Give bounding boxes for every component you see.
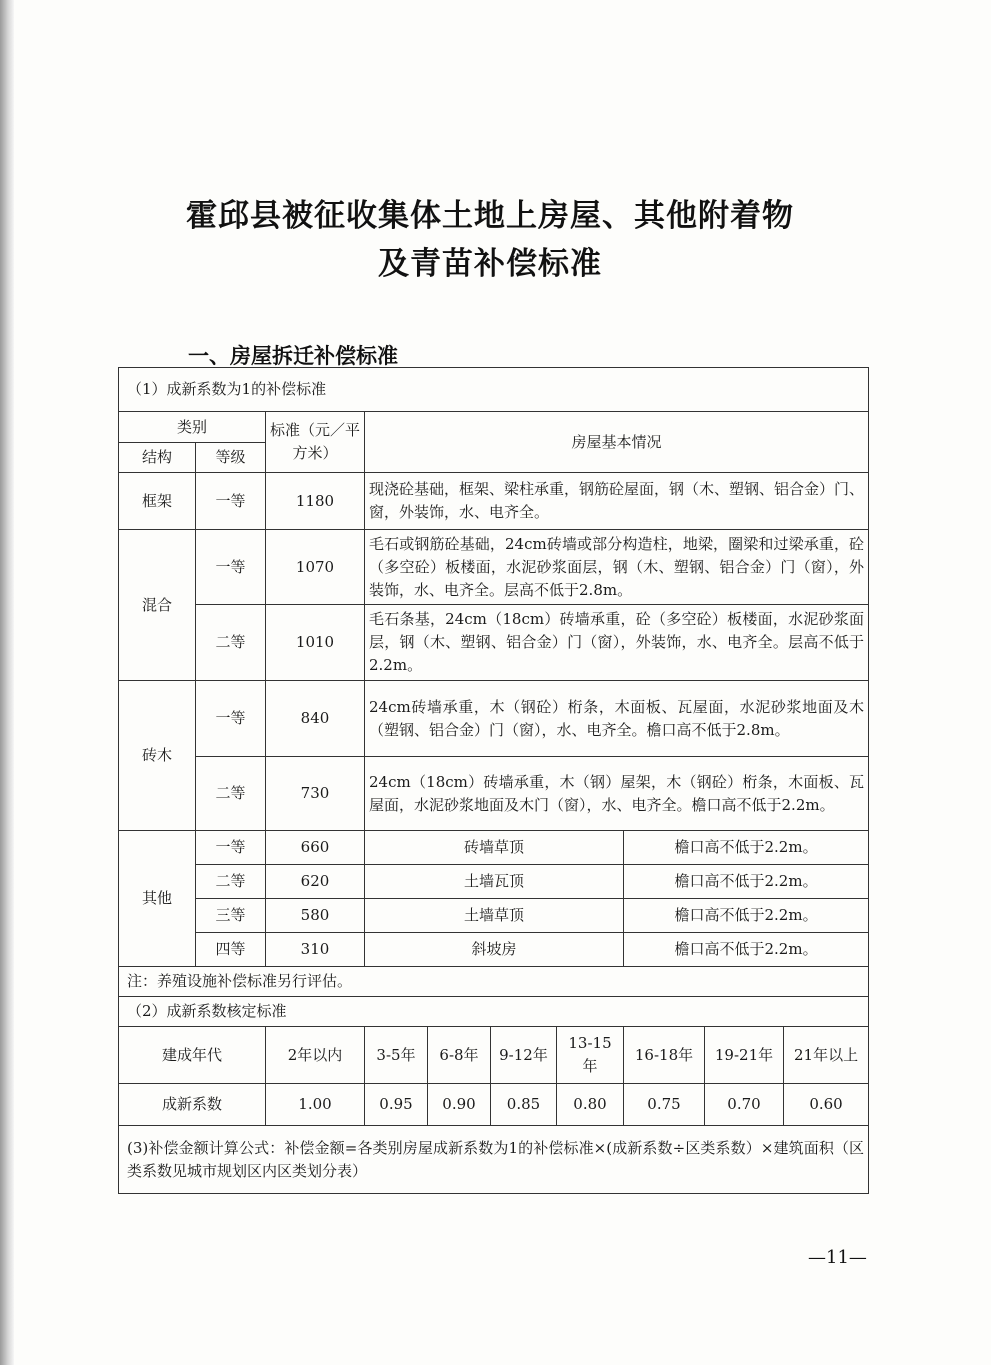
coefficient-cell: 0.80 <box>557 1084 624 1126</box>
table-note: 注：养殖设施补偿标准另行评估。 <box>119 967 869 997</box>
eave-height-cell: 檐口高不低于2.2m。 <box>624 831 869 865</box>
coefficient-cell: 1.00 <box>266 1084 365 1126</box>
description-cell: 24cm砖墙承重，木（钢砼）桁条，木面板、瓦屋面，水泥砂浆地面及木（塑钢、铝合金）门（窗），水、电齐全。檐口高不低于2.8m。 <box>365 681 869 757</box>
coefficient-cell: 0.70 <box>705 1084 784 1126</box>
table-row <box>119 865 869 899</box>
part2-header: （2）成新系数核定标准 <box>119 997 869 1027</box>
table-row <box>119 757 869 831</box>
coefficient-cell: 0.85 <box>491 1084 557 1126</box>
formula-row <box>119 1126 869 1194</box>
section-heading: 一、房屋拆迁补偿标准 <box>188 344 398 368</box>
coefficient-label: 成新系数 <box>119 1084 266 1126</box>
age-bracket-cell: 9-12年 <box>491 1027 557 1084</box>
page-number: —11— <box>808 1247 867 1268</box>
table-row <box>119 530 869 605</box>
standard-cell: 310 <box>266 933 365 967</box>
coefficient-cell: 0.75 <box>624 1084 705 1126</box>
description-cell: 毛石或钢筋砼基础，24cm砖墙或部分构造柱，地梁，圈梁和过梁承重，砼（多空砼）板楼面，水泥砂浆面层，钢（木、塑钢、铝合金）门（窗），外装饰，水、电齐全。层高不低于2.8m。 <box>365 530 869 605</box>
grade-cell: 四等 <box>196 933 266 967</box>
eave-height-cell: 檐口高不低于2.2m。 <box>624 865 869 899</box>
table-row <box>119 899 869 933</box>
document-title-line1: 霍邱县被征收集体土地上房屋、其他附着物 <box>186 198 794 234</box>
header-description: 房屋基本情况 <box>365 412 869 473</box>
house-type-cell: 土墙瓦顶 <box>365 865 624 899</box>
grade-cell: 二等 <box>196 757 266 831</box>
standard-cell: 1180 <box>266 473 365 530</box>
header-grade: 等级 <box>196 443 266 473</box>
document-title-line2: 及青苗补偿标准 <box>378 246 602 282</box>
standard-cell: 580 <box>266 899 365 933</box>
house-type-cell: 土墙草顶 <box>365 899 624 933</box>
description-cell: 现浇砼基础，框架、梁柱承重，钢筋砼屋面，钢（木、塑钢、铝合金）门、窗，外装饰，水、电齐全。 <box>365 473 869 530</box>
grade-cell: 三等 <box>196 899 266 933</box>
standard-cell: 1070 <box>266 530 365 605</box>
house-type-cell: 斜坡房 <box>365 933 624 967</box>
table-row <box>119 831 869 865</box>
house-type-cell: 砖墙草顶 <box>365 831 624 865</box>
age-bracket-cell: 2年以内 <box>266 1027 365 1084</box>
header-standard: 标准（元／平方米） <box>266 412 365 473</box>
age-label: 建成年代 <box>119 1027 266 1084</box>
standard-cell: 730 <box>266 757 365 831</box>
standard-cell: 660 <box>266 831 365 865</box>
part1-header-row <box>119 368 869 412</box>
part1-header: （1）成新系数为1的补偿标准 <box>119 368 869 412</box>
coefficient-cell: 0.60 <box>784 1084 869 1126</box>
coefficient-cell: 0.95 <box>365 1084 428 1126</box>
grade-cell: 二等 <box>196 605 266 681</box>
standard-cell: 840 <box>266 681 365 757</box>
age-bracket-cell: 21年以上 <box>784 1027 869 1084</box>
structure-cell: 混合 <box>119 530 196 681</box>
table-header-row <box>119 412 869 443</box>
scan-edge-shadow <box>0 0 14 1365</box>
age-bracket-cell: 19-21年 <box>705 1027 784 1084</box>
age-row <box>119 1027 869 1084</box>
age-bracket-cell: 16-18年 <box>624 1027 705 1084</box>
table-row <box>119 933 869 967</box>
compensation-table <box>118 367 869 1194</box>
compensation-formula: (3)补偿金额计算公式：补偿金额=各类别房屋成新系数为1的补偿标准×(成新系数÷区类系数）×建筑面积（区类系数见城市规划区内区类划分表） <box>119 1126 869 1194</box>
coefficient-row <box>119 1084 869 1126</box>
part2-header-row <box>119 997 869 1027</box>
age-bracket-cell: 6-8年 <box>428 1027 491 1084</box>
age-bracket-cell: 13-15年 <box>557 1027 624 1084</box>
standard-cell: 620 <box>266 865 365 899</box>
grade-cell: 一等 <box>196 530 266 605</box>
grade-cell: 一等 <box>196 473 266 530</box>
grade-cell: 一等 <box>196 681 266 757</box>
structure-cell: 砖木 <box>119 681 196 831</box>
description-cell: 毛石条基，24cm（18cm）砖墙承重，砼（多空砼）板楼面，水泥砂浆面层，钢（木、塑钢、铝合金）门（窗），外装饰，水、电齐全。层高不低于2.2m。 <box>365 605 869 681</box>
header-structure: 结构 <box>119 443 196 473</box>
table-row <box>119 473 869 530</box>
table-row <box>119 681 869 757</box>
eave-height-cell: 檐口高不低于2.2m。 <box>624 899 869 933</box>
structure-cell: 其他 <box>119 831 196 967</box>
structure-cell: 框架 <box>119 473 196 530</box>
description-cell: 24cm（18cm）砖墙承重，木（钢）屋架，木（钢砼）桁条，木面板、瓦屋面，水泥砂浆地面及木门（窗），水、电齐全。檐口高不低于2.2m。 <box>365 757 869 831</box>
header-category: 类别 <box>119 412 266 443</box>
standard-cell: 1010 <box>266 605 365 681</box>
coefficient-cell: 0.90 <box>428 1084 491 1126</box>
table-row <box>119 605 869 681</box>
note-row <box>119 967 869 997</box>
grade-cell: 二等 <box>196 865 266 899</box>
age-bracket-cell: 3-5年 <box>365 1027 428 1084</box>
grade-cell: 一等 <box>196 831 266 865</box>
eave-height-cell: 檐口高不低于2.2m。 <box>624 933 869 967</box>
